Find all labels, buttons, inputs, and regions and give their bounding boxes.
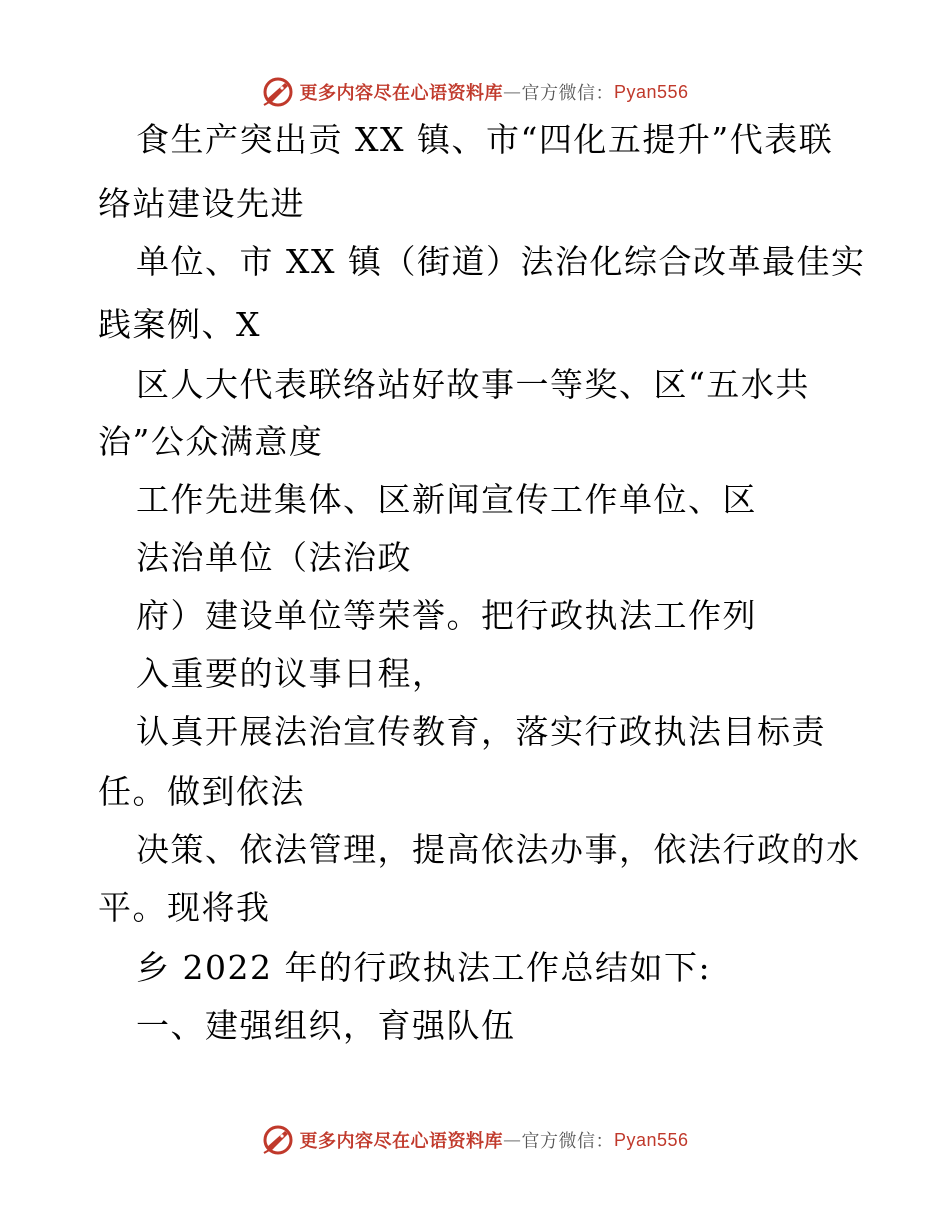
body-line: 入重要的议事日程， xyxy=(136,654,447,693)
body-line: 任。做到依法 xyxy=(98,772,305,811)
pen-nib-circle-icon xyxy=(261,1123,295,1157)
pen-nib-circle-icon xyxy=(261,75,295,109)
body-line: 法治单位（法治政 xyxy=(136,538,412,577)
body-line: 认真开展法治宣传教育，落实行政执法目标责 xyxy=(136,712,826,751)
body-line: 区人大代表联络站好故事一等奖、区“五水共 xyxy=(136,365,810,404)
header-watermark xyxy=(0,72,950,112)
body-line: 治”公众满意度 xyxy=(98,422,324,461)
watermark-main-text: 更多内容尽在心语资料库 xyxy=(299,1131,503,1152)
body-line: 络站建设先进 xyxy=(98,184,305,223)
body-line: 单位、市 XX 镇（街道）法治化综合改革最佳实 xyxy=(136,242,866,281)
body-line: 一、建强组织，育强队伍 xyxy=(136,1006,516,1045)
body-line: 践案例、X xyxy=(98,305,261,344)
body-line: 乡 2022 年的行政执法工作总结如下: xyxy=(136,948,712,987)
body-line: 工作先进集体、区新闻宣传工作单位、区 xyxy=(136,480,757,519)
watermark-wechat-id: Pyan556 xyxy=(613,81,689,102)
watermark-main-text: 更多内容尽在心语资料库 xyxy=(299,83,503,104)
watermark-dash: — xyxy=(502,81,522,103)
footer-watermark xyxy=(0,1120,950,1160)
watermark-dash: — xyxy=(502,1129,522,1151)
watermark-wechat-label: 官方微信： xyxy=(521,1131,614,1152)
body-line: 决策、依法管理，提高依法办事，依法行政的水 xyxy=(136,830,861,869)
watermark-wechat-id: Pyan556 xyxy=(613,1129,689,1150)
body-line: 平。现将我 xyxy=(98,888,271,927)
body-line: 府）建设单位等荣誉。把行政执法工作列 xyxy=(136,596,757,635)
body-line: 食生产突出贡 XX 镇、市“四化五提升”代表联 xyxy=(136,120,834,159)
watermark-wechat-label: 官方微信： xyxy=(521,83,614,104)
